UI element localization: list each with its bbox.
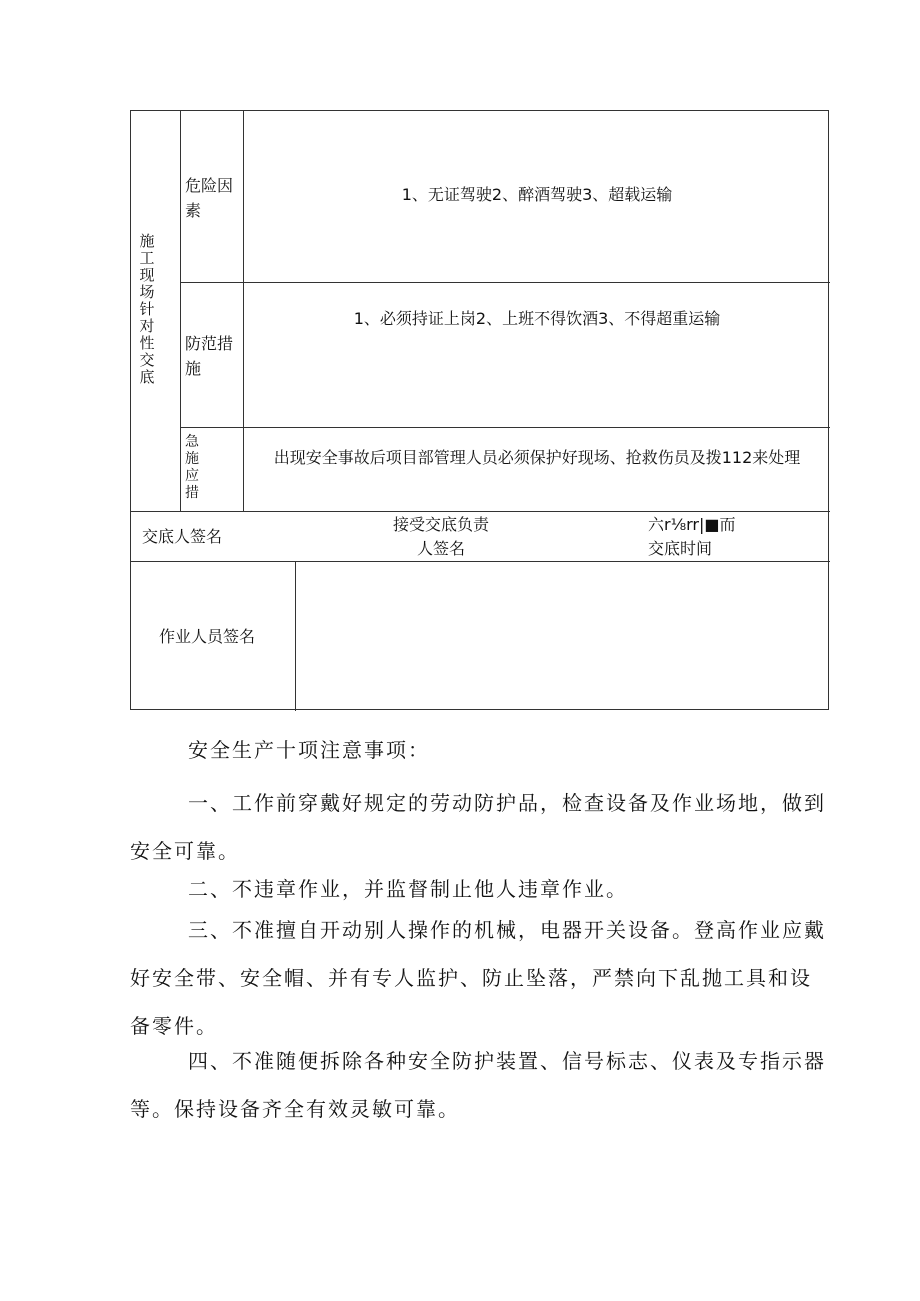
row-content-hazard: 1、无证驾驶2、醉酒驾驶3、超载运输 bbox=[401, 185, 673, 204]
notes-title: 安全生产十项注意事项： bbox=[188, 738, 430, 762]
note-item-2: 二、不违章作业，并监督制止他人违章作业。 bbox=[188, 877, 628, 901]
disclosure-table bbox=[130, 110, 829, 710]
section-label: 施工现场针对性交底 bbox=[139, 232, 155, 386]
table-divider bbox=[180, 427, 830, 428]
table-divider bbox=[131, 511, 830, 512]
discloser-signature-label: 交底人签名 bbox=[142, 527, 223, 546]
receiver-signature-label-1: 接受交底负责 bbox=[392, 515, 489, 534]
worker-signature-label: 作业人员签名 bbox=[159, 627, 256, 646]
receiver-signature-label-2: 人签名 bbox=[416, 539, 465, 558]
note-item-1: 一、工作前穿戴好规定的劳动防护品，检查设备及作业场地，做到安全可靠。 bbox=[130, 791, 826, 863]
table-divider bbox=[295, 561, 296, 711]
table-divider bbox=[180, 111, 181, 511]
table-divider bbox=[131, 561, 830, 562]
disclosure-time-label: 交底时间 bbox=[648, 539, 713, 558]
row-content-emergency: 出现安全事故后项目部管理人员必须保护好现场、抢救伤员及拨112来处理 bbox=[273, 448, 801, 467]
table-divider bbox=[180, 282, 830, 283]
row-label-emergency: 急施应措 bbox=[185, 434, 199, 501]
note-item-4: 四、不准随便拆除各种安全防护装置、信号标志、仪表及专指示器等。保持设备齐全有效灵敏可靠。 bbox=[130, 1049, 826, 1121]
note-item-3: 三、不准擅自开动别人操作的机械，电器开关设备。登高作业应戴好安全带、安全帽、并有专人监护、防止坠落，严禁向下乱抛工具和设备零件。 bbox=[130, 918, 826, 1038]
row-label-hazard: 危险因素 bbox=[185, 176, 234, 220]
row-label-measures: 防范措施 bbox=[185, 334, 234, 378]
garbled-text: 六r⅛rr|■而 bbox=[648, 515, 736, 534]
row-content-measures: 1、必须持证上岗2、上班不得饮酒3、不得超重运输 bbox=[353, 309, 721, 328]
